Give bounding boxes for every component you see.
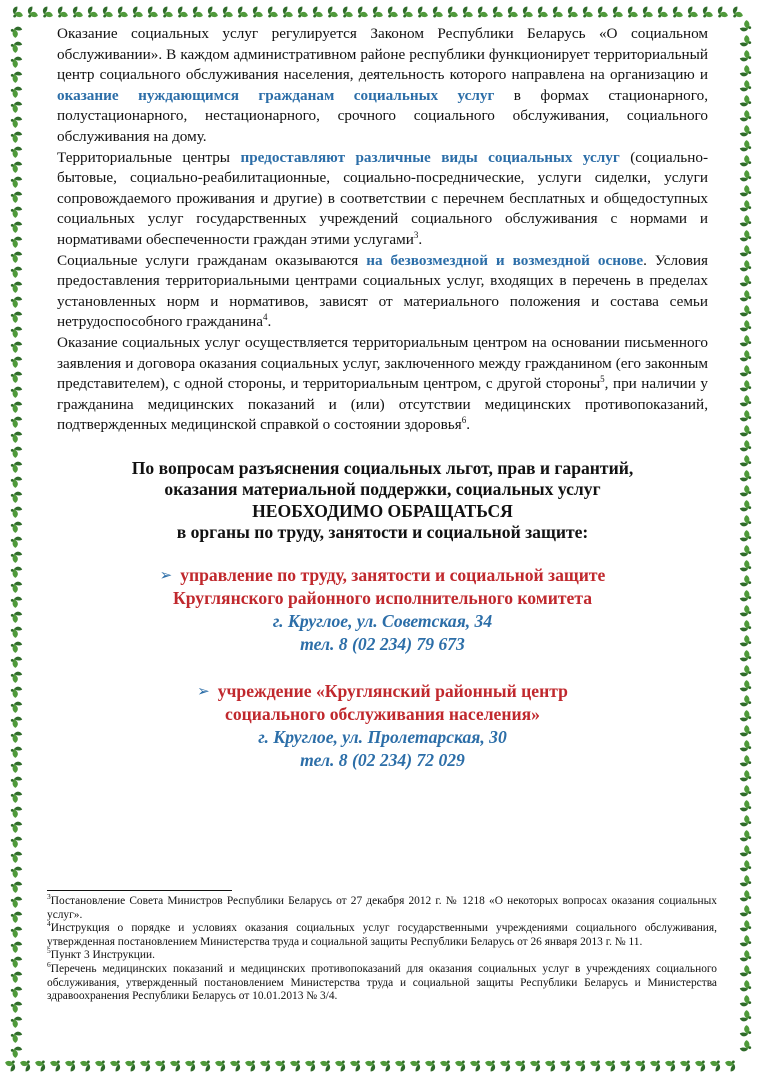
border-leaf-icon	[274, 1059, 287, 1072]
footnote-number: 4	[47, 919, 51, 929]
border-leaf-icon	[739, 545, 752, 558]
border-leaf-icon	[522, 6, 535, 19]
border-leaf-icon	[94, 1059, 107, 1072]
border-leaf-icon	[739, 485, 752, 498]
border-leaf-icon	[739, 590, 752, 603]
border-leaf-icon	[282, 6, 295, 19]
paragraph-4	[57, 333, 708, 436]
border-leaf-icon	[739, 230, 752, 243]
header-line: НЕОБХОДИМО ОБРАЩАТЬСЯ	[252, 500, 513, 521]
border-leaf-icon	[739, 740, 752, 753]
border-leaf-icon	[739, 1040, 752, 1053]
border-leaf-icon	[207, 6, 220, 19]
border-leaf-icon	[739, 245, 752, 258]
border-leaf-icon	[10, 266, 23, 279]
border-leaf-icon	[237, 6, 250, 19]
border-leaf-icon	[10, 176, 23, 189]
border-leaf-icon	[244, 1059, 257, 1072]
border-leaf-icon	[10, 296, 23, 309]
text-span: .	[267, 313, 272, 331]
border-leaf-icon	[10, 566, 23, 579]
border-leaf-icon	[10, 281, 23, 294]
border-leaf-icon	[10, 866, 23, 879]
border-leaf-icon	[64, 1059, 77, 1072]
border-leaf-icon	[739, 440, 752, 453]
border-leaf-icon	[739, 395, 752, 408]
border-leaf-icon	[604, 1059, 617, 1072]
highlight-span: на безвозмездной и возмездной основе	[366, 251, 644, 269]
border-leaf-icon	[574, 1059, 587, 1072]
border-leaf-icon	[739, 110, 752, 123]
border-leaf-icon	[507, 6, 520, 19]
paragraph-1	[57, 24, 708, 148]
border-leaf-icon	[439, 1059, 452, 1072]
border-leaf-icon	[10, 206, 23, 219]
border-leaf-icon	[739, 410, 752, 423]
border-leaf-icon	[739, 800, 752, 813]
border-leaf-icon	[739, 935, 752, 948]
contact-header	[57, 458, 708, 544]
border-leaf-icon	[10, 461, 23, 474]
border-leaf-icon	[10, 956, 23, 969]
border-leaf-icon	[537, 6, 550, 19]
border-leaf-icon	[10, 911, 23, 924]
border-leaf-icon	[27, 6, 40, 19]
border-leaf-icon	[117, 6, 130, 19]
contact-block-1	[57, 564, 708, 656]
border-leaf-icon	[739, 755, 752, 768]
border-leaf-icon	[10, 521, 23, 534]
border-leaf-icon	[10, 941, 23, 954]
address: г. Круглое, ул. Пролетарская, 30	[258, 726, 507, 747]
border-leaf-icon	[739, 875, 752, 888]
text-span: Социальные услуги гражданам оказываются	[57, 251, 367, 269]
border-leaf-icon	[349, 1059, 362, 1072]
border-leaf-icon	[87, 6, 100, 19]
border-leaf-icon	[739, 1010, 752, 1023]
footnote	[47, 960, 717, 1004]
border-leaf-icon	[739, 995, 752, 1008]
text-span: . Условия предоставления территориальными центрами социальных услуг, входящих в перечень в пределах установленных норм и нормативов, зависят от материального положения и состава семьи нетрудоспособного гражданина	[57, 251, 708, 331]
border-leaf-icon	[139, 1059, 152, 1072]
border-leaf-icon	[732, 6, 745, 19]
border-leaf-icon	[402, 6, 415, 19]
border-leaf-icon	[739, 890, 752, 903]
border-leaf-icon	[10, 326, 23, 339]
border-leaf-icon	[319, 1059, 332, 1072]
footnote	[47, 946, 717, 963]
border-leaf-icon	[739, 620, 752, 633]
border-leaf-icon	[10, 116, 23, 129]
footnote-number: 5	[47, 946, 51, 956]
border-leaf-icon	[739, 680, 752, 693]
border-leaf-icon	[10, 311, 23, 324]
border-leaf-icon	[312, 6, 325, 19]
org-name: управление по труду, занятости и социальной защите	[180, 564, 606, 585]
border-leaf-icon	[739, 125, 752, 138]
border-leaf-icon	[304, 1059, 317, 1072]
border-leaf-icon	[267, 6, 280, 19]
border-leaf-icon	[10, 506, 23, 519]
border-leaf-icon	[10, 41, 23, 54]
border-leaf-icon	[717, 6, 730, 19]
border-leaf-icon	[10, 641, 23, 654]
border-leaf-icon	[739, 950, 752, 963]
border-leaf-icon	[10, 701, 23, 714]
border-leaf-icon	[10, 1031, 23, 1044]
border-leaf-icon	[739, 335, 752, 348]
border-leaf-icon	[169, 1059, 182, 1072]
border-leaf-icon	[657, 6, 670, 19]
border-leaf-icon	[10, 236, 23, 249]
border-leaf-icon	[739, 500, 752, 513]
border-leaf-icon	[739, 170, 752, 183]
border-leaf-icon	[739, 455, 752, 468]
border-leaf-icon	[10, 971, 23, 984]
border-leaf-icon	[739, 815, 752, 828]
border-leaf-icon	[739, 575, 752, 588]
border-leaf-icon	[10, 146, 23, 159]
border-leaf-icon	[10, 791, 23, 804]
border-leaf-icon	[10, 86, 23, 99]
border-leaf-icon	[289, 1059, 302, 1072]
footnote-ref: 6	[461, 415, 467, 426]
border-leaf-icon	[739, 80, 752, 93]
border-leaf-icon	[10, 656, 23, 669]
border-leaf-icon	[739, 965, 752, 978]
border-leaf-icon	[10, 986, 23, 999]
arrow-bullet-icon: ➢	[197, 681, 210, 700]
text-span: (социально-бытовые, социально-реабилитационные, социально-посреднические, услуги сиделки, услуги сопровождаемого проживания и другие) в соответствии с перечнем бесплатных и общедоступных социальных услуг государственных учреждений социального обслуживания с нормами и нормативами обеспеченности граждан этими услугами	[57, 148, 708, 248]
footnotes	[47, 890, 717, 1004]
border-leaf-icon	[432, 6, 445, 19]
footnote-number: 3	[47, 892, 51, 902]
border-leaf-icon	[739, 365, 752, 378]
border-leaf-icon	[462, 6, 475, 19]
border-leaf-icon	[10, 836, 23, 849]
main-text	[57, 24, 708, 772]
border-leaf-icon	[199, 1059, 212, 1072]
border-leaf-icon	[334, 1059, 347, 1072]
border-leaf-icon	[619, 1059, 632, 1072]
border-leaf-icon	[177, 6, 190, 19]
border-leaf-icon	[192, 6, 205, 19]
border-leaf-icon	[364, 1059, 377, 1072]
border-leaf-icon	[544, 1059, 557, 1072]
border-leaf-icon	[10, 536, 23, 549]
footnote-text: Инструкция о порядке и условиях оказания социальных услуг государственными учреждениями социального обслуживания, утвержденная постановлением Министерства труда и социальной защиты Республики Беларусь от 26 января 2013 г. № 11.	[47, 922, 717, 948]
border-leaf-icon	[10, 71, 23, 84]
footnote-number: 6	[47, 960, 51, 970]
border-leaf-icon	[739, 725, 752, 738]
address: г. Круглое, ул. Советская, 34	[272, 610, 493, 631]
border-leaf-icon	[739, 155, 752, 168]
border-leaf-icon	[10, 341, 23, 354]
border-leaf-icon	[10, 806, 23, 819]
border-leaf-icon	[10, 476, 23, 489]
text-span: , при наличии у гражданина медицинских показаний и (или) отсутствии медицинских противопоказаний, подтвержденных медицинской справкой о состоянии здоровья	[57, 375, 708, 434]
border-leaf-icon	[739, 845, 752, 858]
border-leaf-icon	[417, 6, 430, 19]
border-leaf-icon	[297, 6, 310, 19]
border-leaf-icon	[642, 6, 655, 19]
border-leaf-icon	[10, 131, 23, 144]
border-leaf-icon	[10, 926, 23, 939]
paragraph-3	[57, 251, 708, 333]
border-leaf-icon	[739, 20, 752, 33]
border-leaf-icon	[559, 1059, 572, 1072]
border-leaf-icon	[739, 470, 752, 483]
border-leaf-icon	[10, 446, 23, 459]
border-leaf-icon	[739, 380, 752, 393]
header-line: оказания материальной поддержки, социальных услуг	[164, 479, 601, 500]
border-leaf-icon	[10, 881, 23, 894]
border-leaf-icon	[739, 635, 752, 648]
border-leaf-icon	[10, 551, 23, 564]
border-leaf-icon	[739, 830, 752, 843]
border-leaf-icon	[10, 611, 23, 624]
highlight-span: предоставляют различные виды социальных услуг	[240, 148, 620, 166]
phone: тел. 8 (02 234) 79 673	[300, 633, 465, 654]
border-leaf-icon	[469, 1059, 482, 1072]
text-span: .	[418, 230, 423, 248]
border-leaf-icon	[252, 6, 265, 19]
border-leaf-icon	[687, 6, 700, 19]
paragraph-2	[57, 148, 708, 251]
border-leaf-icon	[739, 515, 752, 528]
border-leaf-icon	[10, 671, 23, 684]
border-leaf-icon	[499, 1059, 512, 1072]
border-leaf-icon	[739, 560, 752, 573]
border-leaf-icon	[739, 605, 752, 618]
border-leaf-icon	[739, 770, 752, 783]
border-leaf-icon	[477, 6, 490, 19]
border-leaf-icon	[10, 851, 23, 864]
border-leaf-icon	[10, 26, 23, 39]
border-leaf-icon	[10, 161, 23, 174]
border-leaf-icon	[454, 1059, 467, 1072]
border-leaf-icon	[229, 1059, 242, 1072]
border-leaf-icon	[10, 896, 23, 909]
border-leaf-icon	[10, 821, 23, 834]
border-leaf-icon	[634, 1059, 647, 1072]
border-leaf-icon	[664, 1059, 677, 1072]
border-leaf-icon	[184, 1059, 197, 1072]
border-leaf-icon	[10, 1016, 23, 1029]
border-leaf-icon	[394, 1059, 407, 1072]
border-leaf-icon	[409, 1059, 422, 1072]
org-name-line	[57, 564, 708, 587]
border-leaf-icon	[649, 1059, 662, 1072]
org-name-line	[57, 680, 708, 703]
border-leaf-icon	[10, 596, 23, 609]
border-leaf-icon	[10, 746, 23, 759]
border-leaf-icon	[739, 785, 752, 798]
border-leaf-icon	[739, 275, 752, 288]
footnote	[47, 892, 717, 922]
border-leaf-icon	[424, 1059, 437, 1072]
text-span: Территориальные центры	[57, 148, 241, 166]
border-leaf-icon	[529, 1059, 542, 1072]
border-leaf-icon	[222, 6, 235, 19]
border-leaf-icon	[10, 431, 23, 444]
border-leaf-icon	[10, 1046, 23, 1059]
border-leaf-icon	[379, 1059, 392, 1072]
border-leaf-icon	[10, 776, 23, 789]
border-leaf-icon	[447, 6, 460, 19]
border-leaf-icon	[739, 200, 752, 213]
contact-block-2	[57, 680, 708, 772]
border-leaf-icon	[724, 1059, 737, 1072]
border-leaf-icon	[42, 6, 55, 19]
border-leaf-icon	[10, 56, 23, 69]
footnote-divider	[47, 890, 232, 891]
border-leaf-icon	[627, 6, 640, 19]
border-leaf-icon	[10, 251, 23, 264]
footnote	[47, 919, 717, 949]
text-span: .	[466, 416, 470, 434]
border-leaf-icon	[10, 581, 23, 594]
border-leaf-icon	[10, 101, 23, 114]
border-leaf-icon	[484, 1059, 497, 1072]
border-leaf-icon	[589, 1059, 602, 1072]
footnote-ref: 4	[262, 312, 268, 323]
border-leaf-icon	[19, 1059, 32, 1072]
border-leaf-icon	[79, 1059, 92, 1072]
arrow-bullet-icon: ➢	[159, 565, 173, 584]
border-leaf-icon	[10, 371, 23, 384]
border-leaf-icon	[679, 1059, 692, 1072]
header-line: По вопросам разъяснения социальных льгот, прав и гарантий,	[131, 457, 634, 478]
border-leaf-icon	[597, 6, 610, 19]
border-leaf-icon	[10, 1001, 23, 1014]
border-leaf-icon	[694, 1059, 707, 1072]
border-leaf-icon	[739, 185, 752, 198]
border-leaf-icon	[739, 140, 752, 153]
footnote-ref: 5	[600, 374, 605, 385]
border-leaf-icon	[259, 1059, 272, 1072]
border-leaf-icon	[10, 416, 23, 429]
border-leaf-icon	[739, 35, 752, 48]
org-name: учреждение «Круглянский районный центр	[217, 680, 568, 701]
border-leaf-icon	[739, 1025, 752, 1038]
border-leaf-icon	[739, 290, 752, 303]
border-leaf-icon	[739, 650, 752, 663]
border-leaf-icon	[72, 6, 85, 19]
border-leaf-icon	[147, 6, 160, 19]
border-leaf-icon	[10, 761, 23, 774]
border-leaf-icon	[102, 6, 115, 19]
header-line: в органы по труду, занятости и социальной защите:	[176, 522, 589, 543]
border-leaf-icon	[582, 6, 595, 19]
border-leaf-icon	[552, 6, 565, 19]
org-name: Круглянского районного исполнительного комитета	[172, 587, 592, 608]
border-leaf-icon	[10, 356, 23, 369]
border-leaf-icon	[492, 6, 505, 19]
border-leaf-icon	[709, 1059, 722, 1072]
border-leaf-icon	[132, 6, 145, 19]
border-leaf-icon	[12, 6, 25, 19]
border-leaf-icon	[10, 731, 23, 744]
border-leaf-icon	[162, 6, 175, 19]
border-leaf-icon	[10, 221, 23, 234]
border-leaf-icon	[342, 6, 355, 19]
footnote-text: Постановление Совета Министров Республики Беларусь от 27 декабря 2012 г. № 1218 «О некоторых вопросах оказания социальных услуг».	[47, 895, 717, 921]
footnote-text: Перечень медицинских показаний и медицинских противопоказаний для оказания социальных услуг в учреждениях социального обслуживания, утвержденный постановлением Министерства труда и социальной защиты Республики Беларусь и Министерства здравоохранения Республики Беларусь от 10.01.2013 № 3/4.	[47, 962, 717, 1003]
border-leaf-icon	[4, 1059, 17, 1072]
border-leaf-icon	[57, 6, 70, 19]
border-leaf-icon	[739, 95, 752, 108]
border-leaf-icon	[10, 716, 23, 729]
border-leaf-icon	[739, 350, 752, 363]
border-leaf-icon	[109, 1059, 122, 1072]
border-leaf-icon	[739, 260, 752, 273]
footnote-text: Пункт 3 Инструкции.	[50, 949, 155, 962]
border-leaf-icon	[739, 710, 752, 723]
border-leaf-icon	[739, 320, 752, 333]
text-span: Оказание социальных услуг осуществляется территориальным центром на основании письменного заявления и договора оказания социальных услуг, заключенного между гражданином (его законным представителем), с одной стороны, и территориальным центром, с другой стороны	[57, 333, 708, 393]
border-leaf-icon	[214, 1059, 227, 1072]
border-leaf-icon	[154, 1059, 167, 1072]
border-leaf-icon	[34, 1059, 47, 1072]
border-leaf-icon	[327, 6, 340, 19]
border-leaf-icon	[739, 920, 752, 933]
border-leaf-icon	[357, 6, 370, 19]
text-span: в формах стационарного, полустационарного, нестационарного, срочного социального обслуживания, социального обслуживания на дому.	[57, 86, 709, 145]
highlight-span: оказание нуждающимся гражданам социальных услуг	[57, 86, 495, 104]
border-leaf-icon	[739, 980, 752, 993]
border-leaf-icon	[514, 1059, 527, 1072]
border-leaf-icon	[10, 686, 23, 699]
border-leaf-icon	[739, 305, 752, 318]
border-leaf-icon	[10, 386, 23, 399]
border-leaf-icon	[739, 65, 752, 78]
border-leaf-icon	[739, 860, 752, 873]
border-leaf-icon	[739, 425, 752, 438]
border-leaf-icon	[739, 905, 752, 918]
footnote-ref: 3	[413, 229, 419, 240]
border-leaf-icon	[612, 6, 625, 19]
border-leaf-icon	[10, 491, 23, 504]
border-leaf-icon	[372, 6, 385, 19]
text-span: Оказание социальных услуг регулируется Законом Республики Беларусь «О социальном обслуживании». В каждом административном районе республики функционирует территориальный центр социального обслуживания населения, деятельность которого направлена на организацию и	[57, 25, 708, 84]
border-leaf-icon	[49, 1059, 62, 1072]
border-leaf-icon	[672, 6, 685, 19]
phone: тел. 8 (02 234) 72 029	[300, 749, 465, 770]
border-leaf-icon	[10, 191, 23, 204]
border-leaf-icon	[124, 1059, 137, 1072]
border-leaf-icon	[567, 6, 580, 19]
border-leaf-icon	[739, 695, 752, 708]
org-name: социального обслуживания населения»	[225, 703, 540, 724]
border-leaf-icon	[702, 6, 715, 19]
border-leaf-icon	[10, 626, 23, 639]
border-leaf-icon	[739, 215, 752, 228]
border-leaf-icon	[387, 6, 400, 19]
border-leaf-icon	[739, 665, 752, 678]
border-leaf-icon	[739, 50, 752, 63]
border-leaf-icon	[739, 530, 752, 543]
border-leaf-icon	[10, 401, 23, 414]
